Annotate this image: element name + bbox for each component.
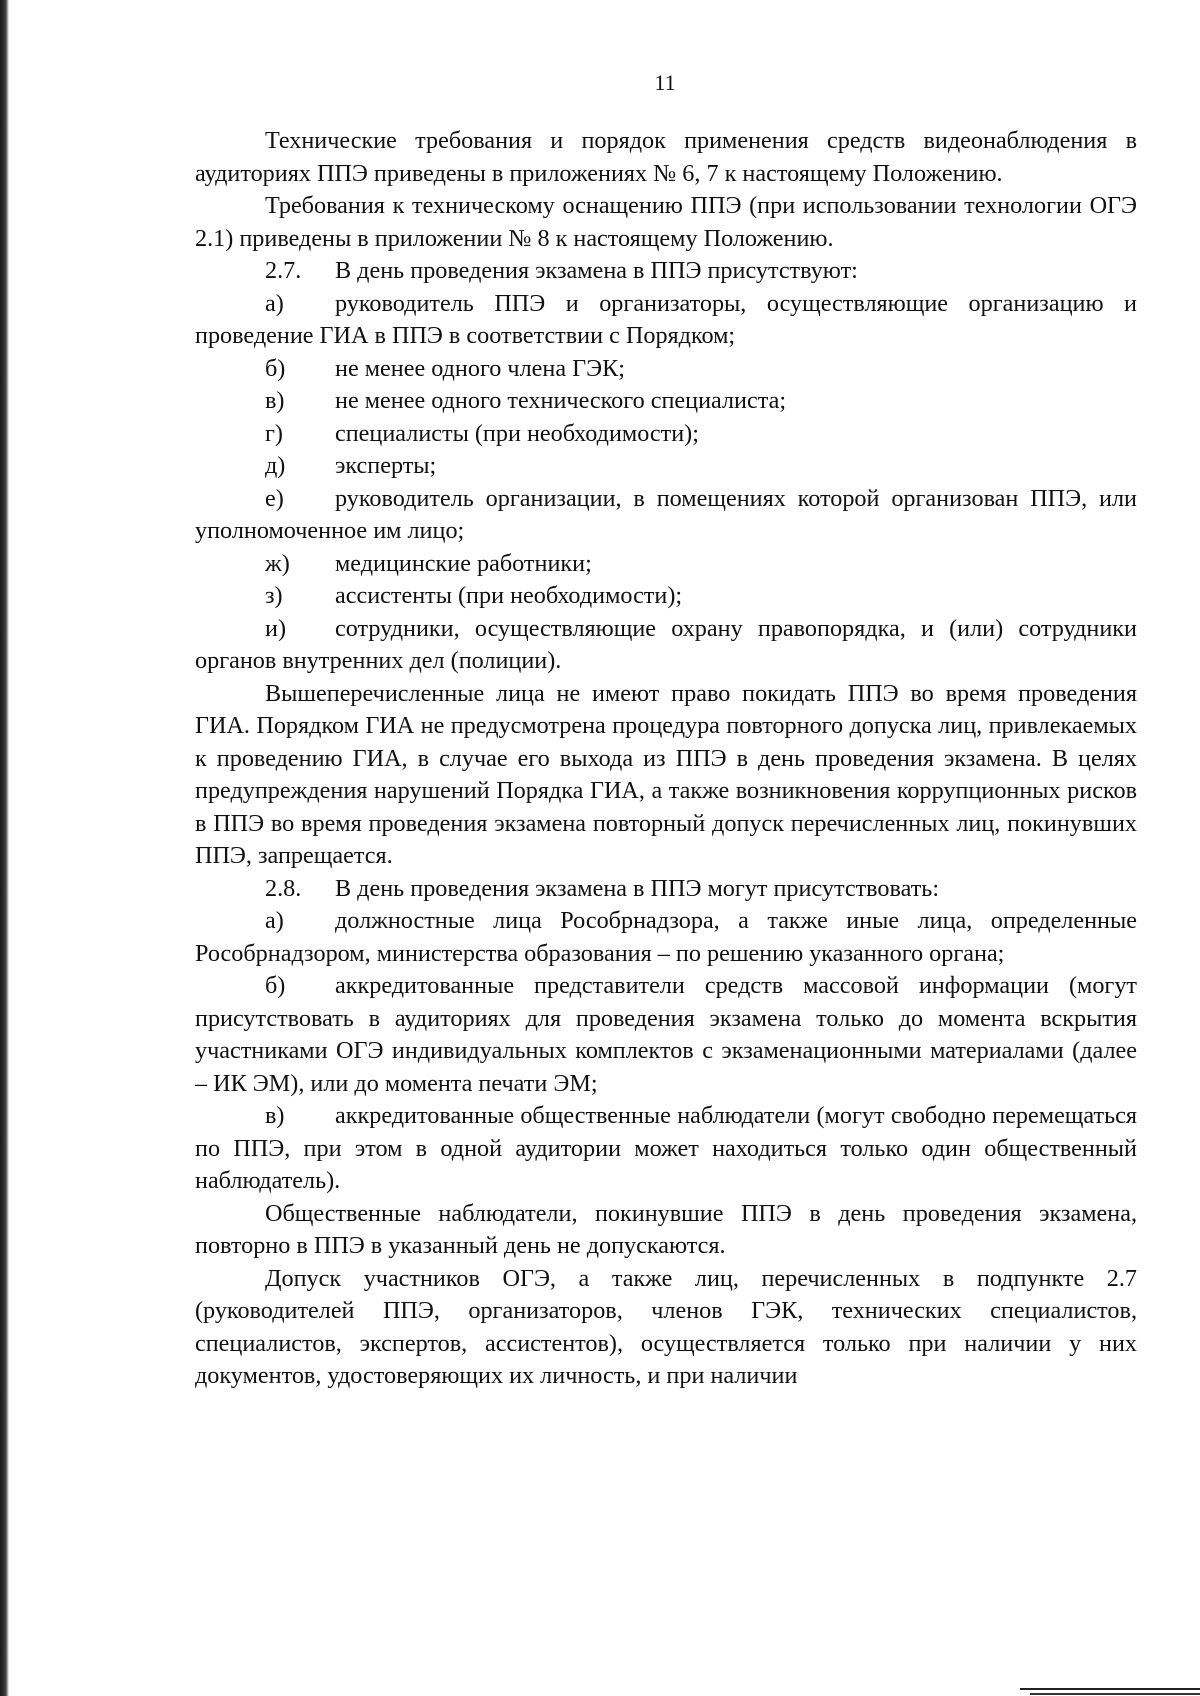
document-body — [195, 125, 1137, 1393]
paragraph — [195, 678, 1137, 873]
list-item — [195, 288, 1137, 353]
list-item — [195, 548, 1137, 581]
paragraph — [195, 125, 1137, 190]
paragraph-text: Допуск участников ОГЭ, а также лиц, перечисленных в подпункте 2.7 (руководителей ППЭ, организаторов, членов ГЭК, технических специалистов, специалистов, экспертов, ассистентов), осуществляется только при наличии у них документов, удостоверяющих их личность, и при наличии — [195, 1264, 1137, 1389]
list-marker: ж) — [265, 549, 290, 577]
paragraph — [195, 1263, 1137, 1393]
paragraph-text: Требования к техническому оснащению ППЭ (при использовании технологии ОГЭ 2.1) приведены в приложении № 8 к настоящему Положению. — [195, 192, 1137, 252]
list-item — [195, 450, 1137, 483]
item-text: аккредитованные представители средств массовой информации (могут присутствовать в аудиториях для проведения экзамена только до момента вскрытия участниками ОГЭ индивидуальных комплектов с экзаменационными материалами (далее – ИК ЭМ), или до момента печати ЭМ; — [195, 972, 1137, 1097]
section-item — [195, 255, 1137, 288]
list-item — [195, 483, 1137, 548]
list-marker: в) — [265, 1102, 285, 1129]
paragraph-text: Вышеперечисленные лица не имеют право покидать ППЭ во время проведения ГИА. Порядком ГИА не предусмотрена процедура повторного допуска лиц, привлекаемых к проведению ГИА, в случае его выхода из ППЭ в день проведения экзамена. В целях предупреждения нарушений Порядка ГИА, а также возникновения коррупционных рисков в ППЭ во время проведения экзамена повторный допуск перечисленных лиц, покинувших ППЭ, запрещается. — [195, 679, 1137, 869]
paragraph-text: Технические требования и порядок применения средств видеонаблюдения в аудиториях ППЭ приведены в приложениях № 6, 7 к настоящему Положению. — [195, 127, 1137, 187]
scan-bottom-edge — [1020, 1686, 1200, 1696]
section-number: 2.7. — [265, 257, 302, 284]
list-marker: з) — [265, 582, 283, 609]
item-text: руководитель организации, в помещениях которой организован ППЭ, или уполномоченное им лицо; — [195, 484, 1137, 544]
page-number: 11 — [654, 70, 676, 95]
item-text: не менее одного технического специалиста; — [335, 387, 787, 414]
list-item — [195, 1100, 1137, 1198]
list-marker: и) — [265, 614, 286, 642]
list-item — [195, 418, 1137, 451]
list-item — [195, 385, 1137, 418]
list-item — [195, 905, 1137, 970]
list-marker: а) — [265, 289, 284, 317]
item-text: эксперты; — [335, 452, 437, 479]
list-marker: б) — [265, 354, 286, 382]
list-item — [195, 970, 1137, 1100]
list-marker: а) — [265, 907, 284, 934]
list-marker: б) — [265, 972, 286, 999]
scan-bottom-line — [1020, 1688, 1200, 1690]
item-text: руководитель ППЭ и организаторы, осуществляющие организацию и проведение ГИА в ППЭ в соответствии с Порядком; — [195, 289, 1137, 349]
section-number: 2.8. — [265, 874, 302, 902]
item-text: специалисты (при необходимости); — [335, 419, 699, 447]
paragraph-text: Общественные наблюдатели, покинувшие ППЭ в день проведения экзамена, повторно в ППЭ в указанный день не допускаются. — [195, 1199, 1137, 1259]
list-marker: г) — [265, 419, 283, 447]
scan-bottom-line — [1030, 1693, 1200, 1695]
list-marker: е) — [265, 484, 284, 512]
paragraph — [195, 1198, 1137, 1263]
item-text: должностные лица Рособрнадзора, а также иные лица, определенные Рособрнадзором, министерства образования – по решению указанного органа; — [195, 907, 1137, 967]
list-item — [195, 613, 1137, 678]
paragraph — [195, 190, 1137, 255]
item-text: аккредитованные общественные наблюдатели (могут свободно перемещаться по ППЭ, при этом в одной аудитории может находиться только один общественный наблюдатель). — [195, 1102, 1137, 1194]
list-item — [195, 580, 1137, 613]
list-marker: д) — [265, 452, 286, 479]
item-text: не менее одного члена ГЭК; — [335, 354, 625, 382]
list-item — [195, 353, 1137, 386]
item-text: медицинские работники; — [335, 549, 592, 577]
item-text: сотрудники, осуществляющие охрану правопорядка, и (или) сотрудники органов внутренних дел (полиции). — [195, 614, 1137, 674]
item-text: В день проведения экзамена в ППЭ присутствуют: — [335, 257, 858, 284]
item-text: В день проведения экзамена в ППЭ могут присутствовать: — [335, 874, 940, 902]
scan-left-edge — [0, 0, 9, 1696]
item-text: ассистенты (при необходимости); — [335, 582, 683, 609]
section-item — [195, 873, 1137, 906]
list-marker: в) — [265, 387, 285, 414]
